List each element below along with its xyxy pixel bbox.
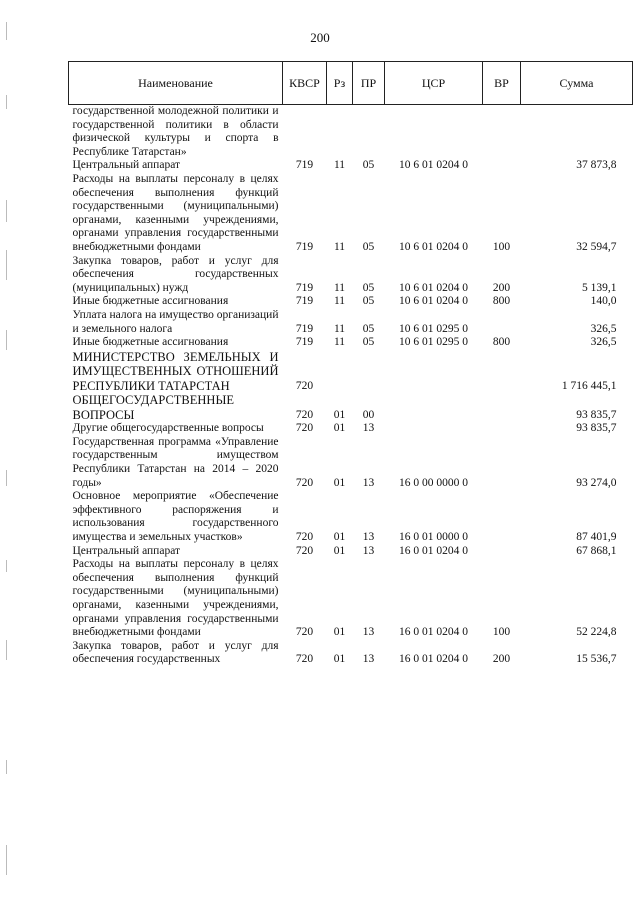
cell-vr bbox=[483, 159, 521, 173]
table-row bbox=[69, 422, 633, 436]
budget-table bbox=[68, 61, 633, 667]
cell-csr: 10 6 01 0295 0 bbox=[399, 336, 468, 349]
cell-kvsr: 719 bbox=[295, 295, 314, 308]
cell-kvsr: 720 bbox=[295, 653, 314, 666]
cell-name: Государственная программа «Управление государственным имуществом Республики Татарстан на 2014 – 2020 годы» bbox=[72, 435, 279, 489]
cell-pr: 05 bbox=[362, 322, 375, 335]
cell-rz bbox=[327, 350, 353, 394]
cell-vr bbox=[483, 490, 521, 544]
cell-kvsr: 719 bbox=[295, 281, 314, 294]
cell-sum: 93 274,0 bbox=[576, 476, 617, 489]
cell-csr: 16 0 01 0204 0 bbox=[399, 653, 468, 666]
cell-rz: 11 bbox=[333, 240, 346, 253]
cell-vr: 200 bbox=[492, 653, 511, 666]
cell-kvsr: 720 bbox=[295, 530, 314, 543]
cell-name: Закупка товаров, работ и услуг для обеспечения государственных bbox=[72, 639, 279, 666]
header-csr: ЦСР bbox=[385, 62, 483, 105]
cell-name: Иные бюджетные ассигнования bbox=[72, 336, 229, 349]
cell-kvsr: 719 bbox=[295, 322, 314, 335]
cell-pr bbox=[353, 105, 385, 160]
table-row bbox=[69, 173, 633, 255]
cell-vr: 100 bbox=[492, 240, 511, 253]
cell-sum: 32 594,7 bbox=[576, 240, 617, 253]
cell-name: Другие общегосударственные вопросы bbox=[72, 422, 264, 435]
cell-vr: 800 bbox=[492, 336, 511, 349]
cell-kvsr: 720 bbox=[295, 408, 314, 421]
table-row bbox=[69, 436, 633, 490]
cell-pr bbox=[353, 350, 385, 394]
cell-vr bbox=[483, 309, 521, 336]
cell-sum: 326,5 bbox=[590, 336, 617, 349]
cell-vr: 800 bbox=[492, 295, 511, 308]
cell-pr: 13 bbox=[362, 476, 375, 489]
cell-csr: 16 0 01 0204 0 bbox=[399, 626, 468, 639]
cell-kvsr: 719 bbox=[295, 336, 314, 349]
cell-sum: 87 401,9 bbox=[576, 530, 617, 543]
cell-vr bbox=[483, 436, 521, 490]
cell-name: Иные бюджетные ассигнования bbox=[72, 295, 229, 308]
table-body bbox=[69, 105, 633, 667]
header-name: Наименование bbox=[69, 62, 283, 105]
cell-rz: 11 bbox=[333, 322, 346, 335]
table-row bbox=[69, 558, 633, 640]
table-row bbox=[69, 255, 633, 296]
cell-vr: 100 bbox=[492, 626, 511, 639]
cell-name: Центральный аппарат bbox=[72, 544, 181, 557]
cell-rz: 11 bbox=[333, 159, 346, 172]
margin-scan-marks bbox=[6, 0, 10, 905]
cell-csr: 10 6 01 0204 0 bbox=[399, 281, 468, 294]
cell-name: МИНИСТЕРСТВО ЗЕМЕЛЬНЫХ И ИМУЩЕСТВЕННЫХ ОТНОШЕНИЙ РЕСПУБЛИКИ ТАТАРСТАН bbox=[72, 349, 279, 393]
table-row bbox=[69, 309, 633, 336]
cell-pr: 05 bbox=[362, 281, 375, 294]
cell-csr: 16 0 01 0000 0 bbox=[399, 530, 468, 543]
cell-vr: 200 bbox=[492, 281, 511, 294]
cell-csr bbox=[385, 393, 483, 422]
cell-rz: 01 bbox=[333, 476, 346, 489]
cell-pr: 05 bbox=[362, 336, 375, 349]
cell-rz bbox=[327, 105, 353, 160]
cell-kvsr: 719 bbox=[295, 240, 314, 253]
cell-pr: 05 bbox=[362, 159, 375, 172]
cell-rz: 01 bbox=[333, 544, 346, 557]
cell-csr bbox=[385, 422, 483, 436]
cell-csr: 10 6 01 0295 0 bbox=[399, 322, 468, 335]
table-row bbox=[69, 295, 633, 309]
cell-sum: 140,0 bbox=[590, 295, 617, 308]
cell-csr: 10 6 01 0204 0 bbox=[399, 295, 468, 308]
cell-rz: 01 bbox=[333, 422, 346, 435]
cell-kvsr: 720 bbox=[295, 626, 314, 639]
cell-name: Уплата налога на имущество организаций и земельного налога bbox=[72, 308, 279, 335]
cell-rz: 01 bbox=[333, 530, 346, 543]
table-row bbox=[69, 490, 633, 544]
cell-sum: 5 139,1 bbox=[582, 281, 617, 294]
table-row bbox=[69, 545, 633, 559]
cell-kvsr: 720 bbox=[295, 476, 314, 489]
cell-vr bbox=[483, 393, 521, 422]
cell-pr: 13 bbox=[362, 626, 375, 639]
header-pr: ПР bbox=[353, 62, 385, 105]
cell-pr: 05 bbox=[362, 240, 375, 253]
cell-vr bbox=[483, 350, 521, 394]
cell-rz: 11 bbox=[333, 336, 346, 349]
cell-csr: 16 0 01 0204 0 bbox=[399, 544, 468, 557]
header-vr: ВР bbox=[483, 62, 521, 105]
cell-rz: 01 bbox=[333, 653, 346, 666]
header-sum: Сумма bbox=[521, 62, 633, 105]
header-kvsr: КВСР bbox=[283, 62, 327, 105]
cell-csr: 16 0 00 0000 0 bbox=[399, 476, 468, 489]
cell-sum: 67 868,1 bbox=[576, 544, 617, 557]
cell-name: Центральный аппарат bbox=[72, 159, 181, 172]
cell-kvsr bbox=[283, 105, 327, 160]
cell-kvsr: 719 bbox=[295, 159, 314, 172]
cell-rz: 11 bbox=[333, 281, 346, 294]
table-row bbox=[69, 336, 633, 350]
cell-sum: 93 835,7 bbox=[576, 408, 617, 421]
cell-name: государственной молодежной политики и государственной политики в области физической культуры и спорта в Республике Татарстан» bbox=[72, 105, 279, 158]
cell-sum: 15 536,7 bbox=[576, 653, 617, 666]
table-row bbox=[69, 393, 633, 422]
header-rz: Рз bbox=[327, 62, 353, 105]
cell-csr: 10 6 01 0204 0 bbox=[399, 159, 468, 172]
cell-vr bbox=[483, 422, 521, 436]
table-row bbox=[69, 350, 633, 394]
cell-pr: 13 bbox=[362, 422, 375, 435]
page-number: 200 bbox=[310, 30, 330, 45]
cell-sum bbox=[521, 105, 633, 160]
cell-csr: 10 6 01 0204 0 bbox=[399, 240, 468, 253]
table-header bbox=[69, 62, 633, 105]
cell-vr bbox=[483, 105, 521, 160]
cell-sum: 326,5 bbox=[590, 322, 617, 335]
cell-name: Расходы на выплаты персоналу в целях обеспечения выполнения функций государственными (муниципальными) органами, казенными учреждениями, органами управления государственными внебюджетными фондами bbox=[72, 558, 279, 639]
cell-sum: 37 873,8 bbox=[576, 159, 617, 172]
table-row bbox=[69, 159, 633, 173]
cell-pr: 13 bbox=[362, 544, 375, 557]
cell-sum: 1 716 445,1 bbox=[561, 379, 617, 392]
table-row bbox=[69, 640, 633, 667]
cell-name: Расходы на выплаты персоналу в целях обеспечения выполнения функций государственными (муниципальными) органами, казенными учреждениями, органами управления государственными внебюджетными фондами bbox=[72, 172, 279, 253]
cell-rz: 01 bbox=[333, 408, 346, 421]
cell-pr: 13 bbox=[362, 653, 375, 666]
table-row bbox=[69, 105, 633, 160]
cell-pr: 13 bbox=[362, 530, 375, 543]
cell-kvsr: 720 bbox=[295, 422, 314, 435]
cell-name: Закупка товаров, работ и услуг для обеспечения государственных (муниципальных) нужд bbox=[72, 254, 279, 294]
cell-name: Основное мероприятие «Обеспечение эффективного распоряжения и использования государственного имущества и земельных участков» bbox=[72, 490, 279, 543]
cell-sum: 93 835,7 bbox=[576, 422, 617, 435]
cell-kvsr: 720 bbox=[295, 544, 314, 557]
cell-rz: 11 bbox=[333, 295, 346, 308]
cell-rz: 01 bbox=[333, 626, 346, 639]
cell-sum: 52 224,8 bbox=[576, 626, 617, 639]
cell-name: ОБЩЕГОСУДАРСТВЕННЫЕ ВОПРОСЫ bbox=[72, 393, 234, 422]
cell-csr bbox=[385, 105, 483, 160]
cell-pr: 00 bbox=[362, 408, 375, 421]
cell-vr bbox=[483, 545, 521, 559]
cell-kvsr: 720 bbox=[295, 379, 314, 392]
cell-csr bbox=[385, 350, 483, 394]
cell-pr: 05 bbox=[362, 295, 375, 308]
